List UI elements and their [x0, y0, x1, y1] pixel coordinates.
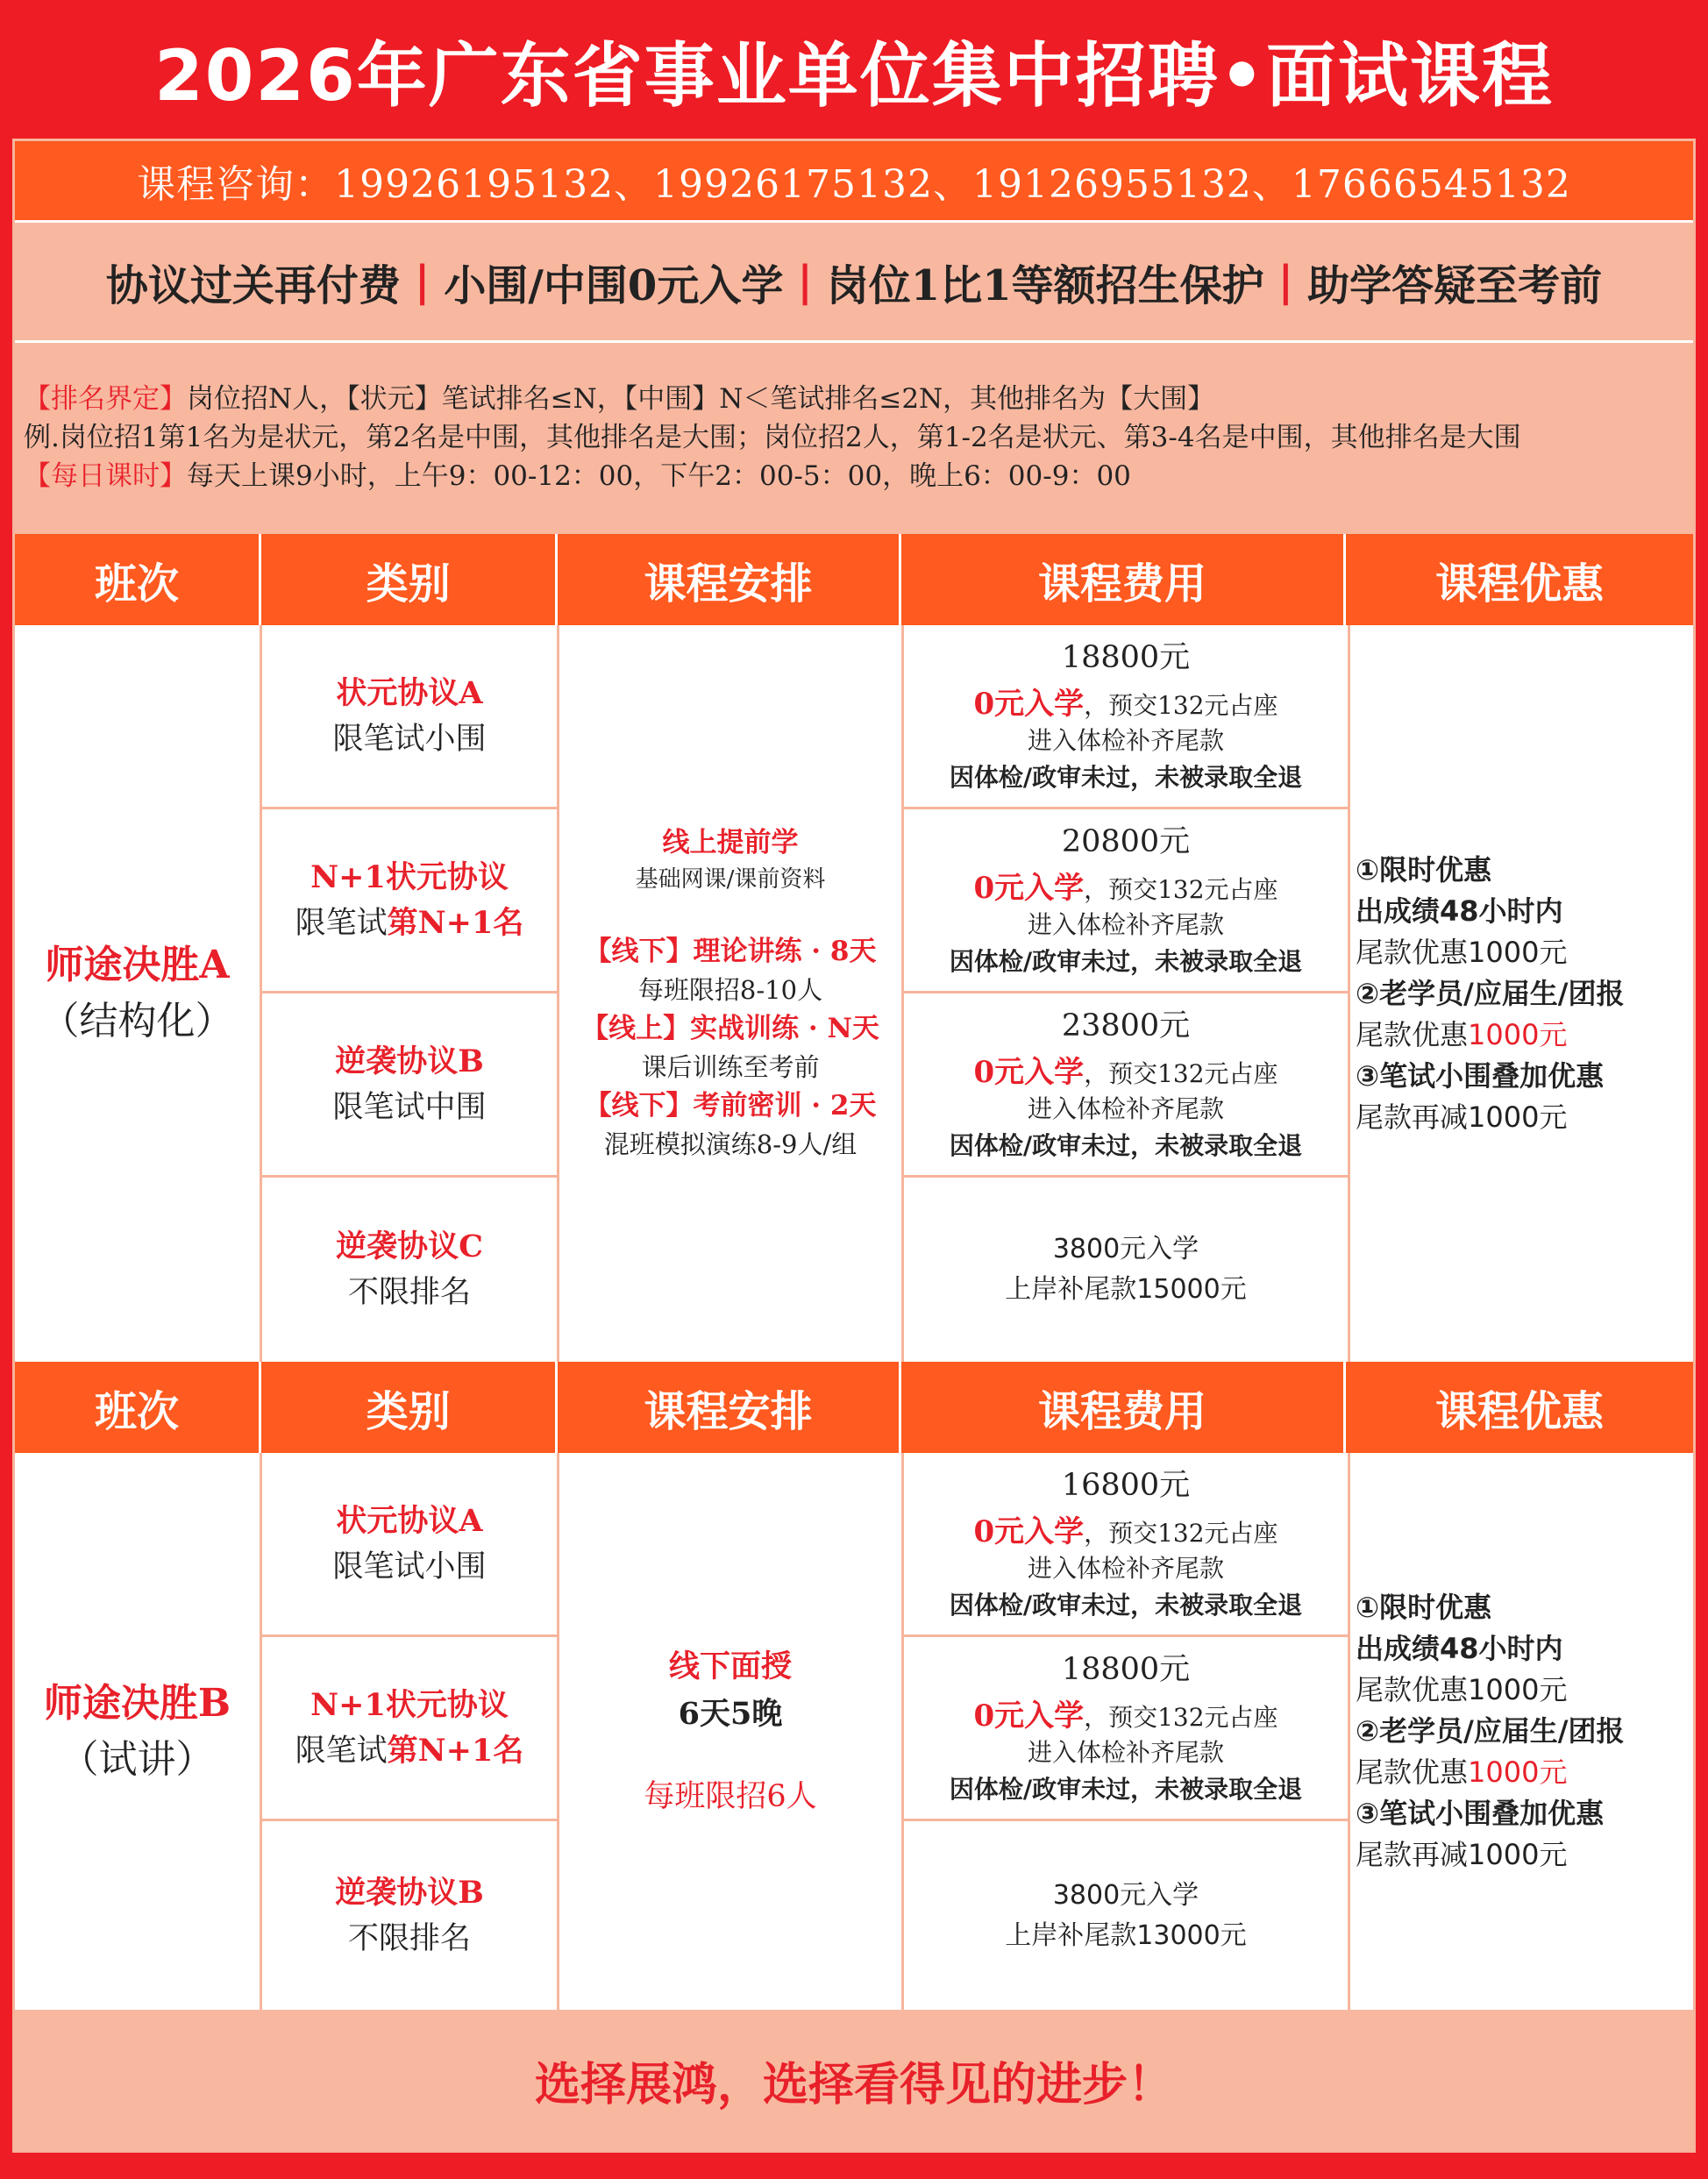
discount-line: 尾款优惠1000元 — [1356, 1755, 1568, 1789]
class-type: （试讲） — [60, 1736, 215, 1782]
category-name: N+1状元协议 — [310, 858, 509, 895]
category-sub: 不限排名 — [347, 1920, 471, 1956]
fee-column — [904, 1453, 1350, 2010]
schedule-title: 【线上】实战训练 · N天 — [581, 1013, 879, 1044]
slogan-separator: | — [1277, 257, 1294, 306]
fee-cell — [904, 1821, 1348, 2010]
rule-text: 每天上课9小时，上午9：00-12：00，下午2：00-5：00，晚上6：00-9：00 — [187, 460, 1131, 492]
header-category: 类别 — [261, 534, 558, 625]
table-header — [15, 1362, 1693, 1453]
fee-amount: 18800元 — [1061, 1652, 1191, 1687]
discount-line: 尾款再减1000元 — [1356, 1838, 1568, 1871]
rules-line: 例.岗位招1第1名为是状元，第2名是中围，其他排名是大围；岗位招2人，第1-2名是状元、第3-4名是中围，其他排名是大围 — [24, 422, 1521, 453]
fee-refund: 因体检/政审未过，未被录取全退 — [949, 1591, 1303, 1620]
header-class: 班次 — [15, 534, 261, 625]
category-name: 状元协议A — [336, 674, 483, 711]
schedule-title: 线下面授 — [668, 1648, 792, 1684]
schedule-text: 混班模拟演练8-9人/组 — [603, 1129, 858, 1159]
category-cell — [262, 1637, 557, 1821]
schedule-text: 基础网课/课前资料 — [635, 866, 826, 893]
discount-line: 出成绩48小时内 — [1356, 1632, 1563, 1665]
fee-refund: 因体检/政审未过，未被录取全退 — [949, 947, 1303, 976]
schedule-title: 【线下】理论讲练 · 8天 — [584, 936, 877, 967]
class-cell — [15, 625, 262, 1362]
category-name: 逆袭协议C — [336, 1228, 483, 1264]
table-header — [15, 534, 1693, 625]
category-name: 逆袭协议B — [335, 1043, 484, 1079]
rules-line — [24, 380, 1693, 418]
category-sub: 限笔试第N+1名 — [295, 904, 524, 941]
rules-line — [24, 457, 1693, 495]
schedule-cell — [559, 1453, 904, 2010]
consult-bar: 课程咨询：19926195132、19926175132、19126955132、17666545132 — [15, 141, 1693, 220]
category-cell — [262, 993, 557, 1178]
category-column — [262, 625, 559, 1362]
category-cell — [262, 625, 557, 809]
header-fee: 课程费用 — [901, 534, 1346, 625]
fee-cell — [904, 1453, 1348, 1637]
rule-tag: 【每日课时】 — [24, 460, 187, 492]
slogan-separator: | — [797, 257, 813, 306]
header-category: 类别 — [261, 1362, 558, 1453]
slogan-bar — [15, 220, 1693, 343]
schedule-text: 每班限招8-10人 — [637, 975, 823, 1005]
schedule-title: 【线下】考前密训 · 2天 — [584, 1090, 877, 1122]
fee-cell — [904, 993, 1348, 1178]
schedule-title: 线上提前学 — [662, 827, 799, 858]
category-cell — [262, 1178, 557, 1362]
schedule-days: 6天5晚 — [678, 1695, 783, 1732]
fee-entry: 0元入学，预交132元占座 — [973, 1514, 1278, 1549]
discount-line: 尾款优惠1000元 — [1356, 935, 1568, 969]
category-sub: 限笔试中围 — [332, 1089, 487, 1125]
rule-tag: 【排名界定】 — [24, 383, 187, 415]
class-cell — [15, 1453, 262, 2010]
discount-line: ①限时优惠 — [1356, 852, 1492, 887]
header-class: 班次 — [15, 1362, 261, 1453]
discount-line: ②老学员/应届生/团报 — [1356, 976, 1625, 1010]
fee-note: 进入体检补齐尾款 — [1027, 726, 1224, 755]
fee-balance: 上岸补尾款13000元 — [1005, 1919, 1247, 1951]
category-name: 逆袭协议B — [335, 1874, 484, 1911]
fee-note: 进入体检补齐尾款 — [1027, 1738, 1224, 1767]
discount-line: ①限时优惠 — [1356, 1591, 1492, 1624]
fee-note: 进入体检补齐尾款 — [1027, 1094, 1224, 1123]
category-sub: 限笔试第N+1名 — [295, 1732, 524, 1769]
discount-line: ②老学员/应届生/团报 — [1356, 1714, 1625, 1748]
schedule-limit: 每班限招6人 — [644, 1778, 817, 1814]
fee-amount: 16800元 — [1061, 1468, 1191, 1503]
footer-slogan: 选择展鸿，选择看得见的进步！ — [15, 2010, 1693, 2150]
fee-column — [904, 625, 1350, 1362]
category-cell — [262, 809, 557, 993]
header-schedule: 课程安排 — [558, 1362, 901, 1453]
rule-text: 岗位招N人，【状元】笔试排名≤N，【中围】N＜笔试排名≤2N，其他排名为【大围】 — [187, 383, 1215, 415]
slogan-item: 协议过关再付费 — [105, 260, 401, 310]
page-title: 2026年广东省事业单位集中招聘•面试课程 — [154, 34, 1554, 117]
fee-entry: 0元入学，预交132元占座 — [973, 1055, 1278, 1090]
category-name: 状元协议A — [336, 1502, 483, 1539]
fee-entry: 0元入学，预交132元占座 — [973, 871, 1278, 906]
slogan-item: 岗位1比1等额招生保护 — [826, 260, 1264, 310]
header-discount: 课程优惠 — [1435, 1386, 1605, 1436]
fee-cell — [904, 1178, 1348, 1362]
category-name: N+1状元协议 — [310, 1686, 509, 1723]
category-cell — [262, 1453, 557, 1637]
fee-cell — [904, 809, 1348, 993]
category-sub: 限笔试小围 — [332, 721, 487, 757]
fee-entry: 0元入学，预交132元占座 — [973, 1698, 1278, 1734]
fee-entry-deposit: 3800元入学 — [1052, 1234, 1199, 1264]
discount-line: 尾款再减1000元 — [1356, 1100, 1568, 1134]
class-name: 师途决胜B — [43, 1680, 231, 1726]
header-schedule: 课程安排 — [558, 534, 901, 625]
discount-line: 出成绩48小时内 — [1356, 894, 1563, 928]
section-a — [15, 625, 1693, 1362]
schedule-text: 课后训练至考前 — [641, 1052, 820, 1082]
discount-cell — [1350, 625, 1698, 1362]
slogan-separator: | — [414, 257, 431, 306]
category-cell — [262, 1821, 557, 2010]
fee-cell — [904, 1637, 1348, 1821]
header-fee: 课程费用 — [901, 1362, 1346, 1453]
rules-section — [15, 343, 1693, 534]
class-type: （结构化） — [40, 999, 234, 1043]
fee-note: 进入体检补齐尾款 — [1027, 910, 1224, 939]
discount-line: 尾款优惠1000元 — [1356, 1673, 1568, 1706]
discount-line: ③笔试小围叠加优惠 — [1356, 1797, 1605, 1830]
fee-cell — [904, 625, 1348, 809]
fee-note: 进入体检补齐尾款 — [1027, 1554, 1224, 1583]
fee-amount: 18800元 — [1061, 640, 1191, 675]
course-table-frame — [12, 139, 1696, 2153]
fee-refund: 因体检/政审未过，未被录取全退 — [949, 1131, 1303, 1160]
discount-line: 尾款优惠1000元 — [1356, 1017, 1568, 1051]
schedule-cell — [559, 625, 904, 1362]
fee-balance: 上岸补尾款15000元 — [1005, 1274, 1247, 1305]
discount-cell — [1350, 1453, 1698, 2010]
fee-amount: 23800元 — [1061, 1008, 1191, 1043]
discount-line: ③笔试小围叠加优惠 — [1356, 1058, 1605, 1093]
section-b — [15, 1453, 1693, 2010]
fee-amount: 20800元 — [1061, 824, 1191, 859]
slogan-item: 助学答疑至考前 — [1307, 260, 1603, 310]
class-name: 师途决胜A — [45, 943, 230, 987]
category-sub: 限笔试小围 — [332, 1549, 487, 1584]
fee-entry: 0元入学，预交132元占座 — [973, 687, 1278, 722]
fee-refund: 因体检/政审未过，未被录取全退 — [949, 763, 1303, 792]
fee-refund: 因体检/政审未过，未被录取全退 — [949, 1775, 1303, 1804]
fee-entry-deposit: 3800元入学 — [1052, 1879, 1199, 1911]
slogan-item: 小围/中围0元入学 — [444, 260, 784, 310]
category-sub: 不限排名 — [347, 1275, 471, 1310]
header-discount: 课程优惠 — [1435, 559, 1605, 609]
category-column — [262, 1453, 559, 2010]
